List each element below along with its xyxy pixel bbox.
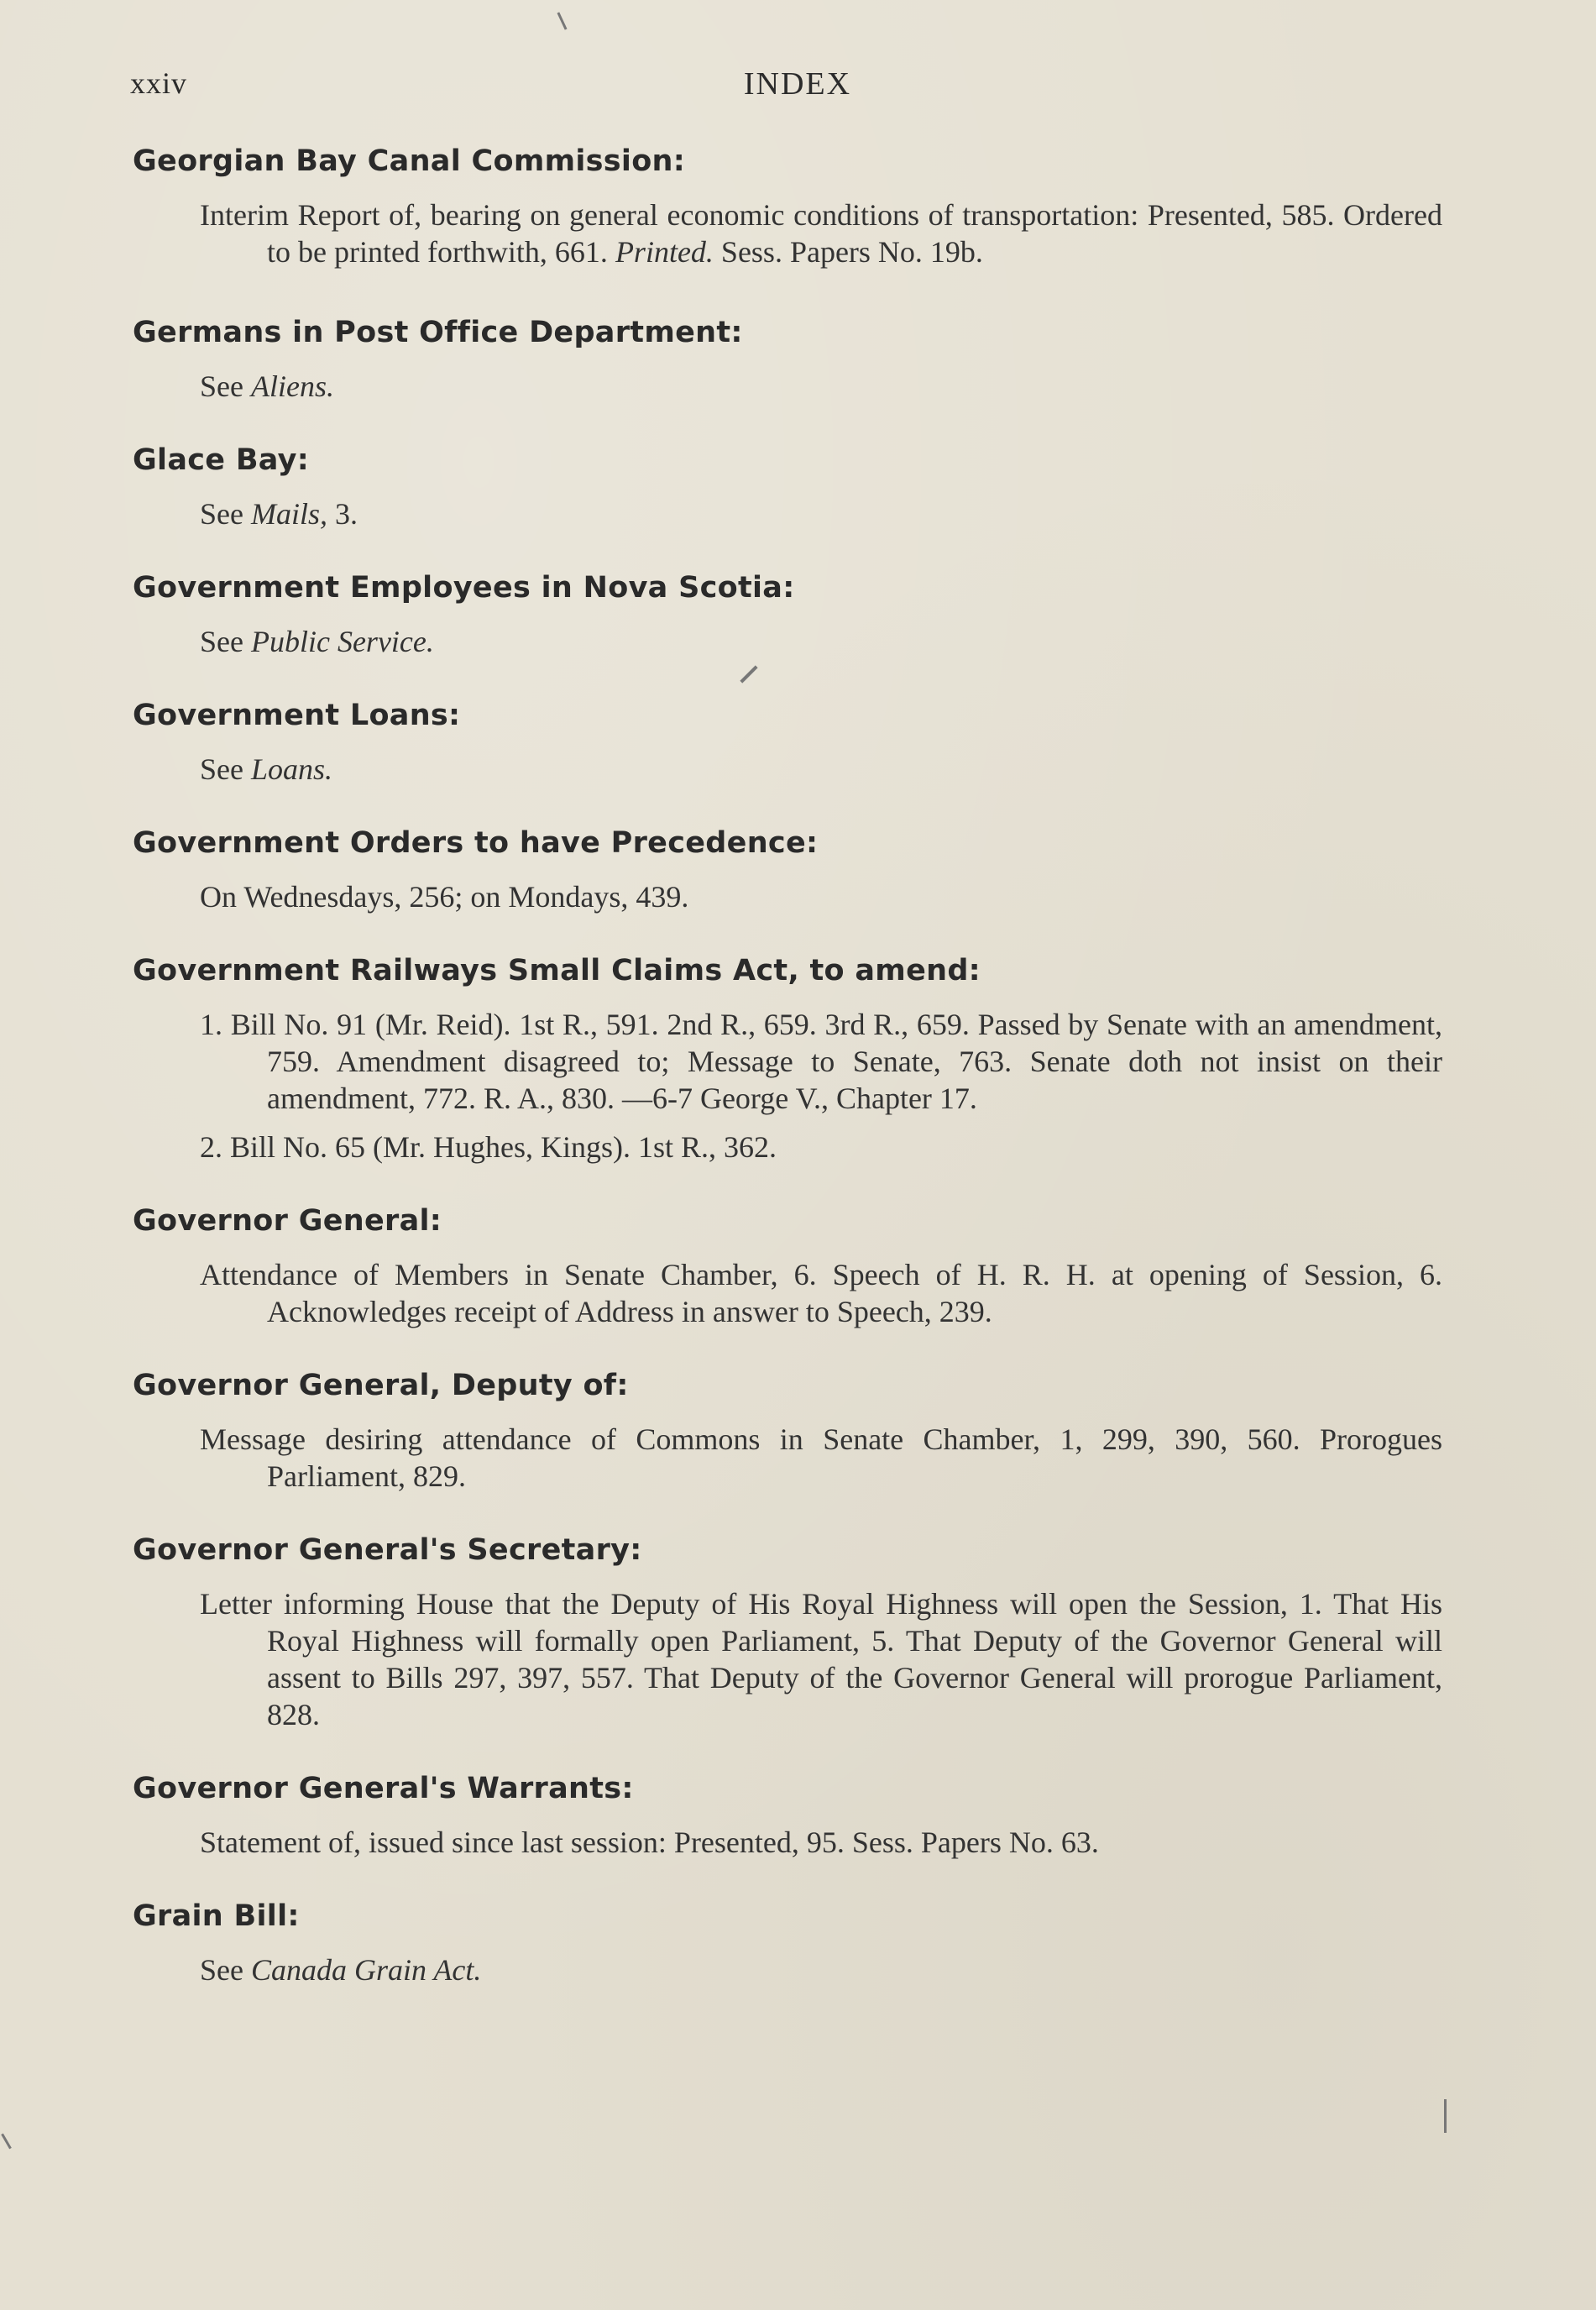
item-text: See	[200, 1953, 251, 1987]
index-entry	[133, 143, 1442, 270]
scan-speck	[1444, 2099, 1447, 2133]
item-text: 2. Bill No. 65 (Mr. Hughes, Kings). 1st R., 362.	[200, 1130, 777, 1164]
entry-heading: Glace Bay:	[133, 443, 310, 477]
entry-heading: Germans in Post Office Department:	[133, 316, 743, 349]
item-tail: Sess. Papers No. 19b.	[713, 235, 983, 269]
entry-item	[200, 1006, 1442, 1117]
entry-heading: Governor General's Warrants:	[133, 1772, 634, 1805]
item-italic: Mails,	[250, 497, 327, 531]
entry-heading: Government Employees in Nova Scotia:	[133, 571, 795, 605]
item-text: See	[200, 625, 251, 658]
item-text: See	[200, 752, 251, 786]
item-italic: Printed.	[615, 235, 714, 269]
index-entry	[133, 314, 1442, 405]
scan-speck	[557, 12, 567, 29]
item-italic: Loans.	[250, 752, 333, 786]
index-entry	[133, 697, 1442, 788]
entry-heading: Government Orders to have Precedence:	[133, 826, 819, 860]
item-text: See	[200, 369, 251, 403]
entry-item	[200, 495, 1442, 532]
index-entry	[133, 1367, 1442, 1495]
item-text: See	[200, 497, 251, 531]
running-head	[130, 65, 1465, 106]
entry-item	[200, 196, 1442, 270]
scan-speck	[1, 2134, 12, 2150]
entry-item	[200, 1585, 1442, 1733]
entry-heading: Governor General's Secretary:	[133, 1533, 642, 1567]
index-entry	[133, 569, 1442, 660]
entry-heading: Government Loans:	[133, 699, 461, 732]
entry-item	[200, 751, 1442, 788]
index-entry	[133, 1202, 1442, 1330]
entry-heading: Governor General:	[133, 1204, 442, 1238]
index-entry	[133, 442, 1442, 532]
index-entry	[133, 952, 1442, 1165]
entry-heading: Georgian Bay Canal Commission:	[133, 144, 686, 178]
index-entry	[133, 1532, 1442, 1733]
item-text: 1. Bill No. 91 (Mr. Reid). 1st R., 591. 2nd R., 659. 3rd R., 659. Passed by Senate with an amendment, 759. Amendment disagreed to; Message to Senate, 763. Senate doth not insist on their amendment, 772. R. A., 830. —6-7 George V., Chapter 17.	[200, 1008, 1442, 1115]
item-text: Message desiring attendance of Commons in Senate Chamber, 1, 299, 390, 560. Prorogues Parliament, 829.	[200, 1422, 1442, 1493]
item-italic: Public Service.	[250, 625, 434, 658]
entry-item	[200, 368, 1442, 405]
index-entries	[133, 143, 1442, 2025]
item-italic: Canada Grain Act.	[250, 1953, 482, 1987]
item-italic: Aliens.	[250, 369, 334, 403]
entry-item	[200, 1421, 1442, 1495]
entry-item	[200, 1256, 1442, 1330]
entry-item	[200, 1129, 1442, 1165]
entry-item	[200, 623, 1442, 660]
page-number: xxiv	[130, 66, 188, 100]
entry-item	[200, 1824, 1442, 1861]
entry-item	[200, 878, 1442, 915]
item-text: On Wednesdays, 256; on Mondays, 439.	[200, 880, 689, 914]
item-text: Letter informing House that the Deputy of His Royal Highness will open the Session, 1. That His Royal Highness will formally open Parliament, 5. That Deputy of the Governor General will assent to Bills 297, 397, 557. That Deputy of the Governor General will prorogue Parliament, 828.	[200, 1587, 1442, 1731]
index-entry	[133, 1898, 1442, 1988]
item-text: Attendance of Members in Senate Chamber, 6. Speech of H. R. H. at opening of Session, 6. Acknowledges receipt of Address in answer to Speech, 239.	[200, 1258, 1442, 1328]
entry-item	[200, 1951, 1442, 1988]
item-tail: 3.	[327, 497, 358, 531]
entry-heading: Grain Bill:	[133, 1899, 300, 1933]
entry-heading: Government Railways Small Claims Act, to amend:	[133, 954, 981, 987]
index-entry	[133, 1770, 1442, 1861]
item-text: Statement of, issued since last session: Presented, 95. Sess. Papers No. 63.	[200, 1825, 1099, 1859]
running-title: INDEX	[743, 66, 852, 102]
item-text: Interim Report of, bearing on general economic conditions of transportation: Presented, 585. Ordered to be printed forthwith, 661.	[200, 198, 1442, 269]
entry-heading: Governor General, Deputy of:	[133, 1369, 629, 1402]
index-entry	[133, 825, 1442, 915]
